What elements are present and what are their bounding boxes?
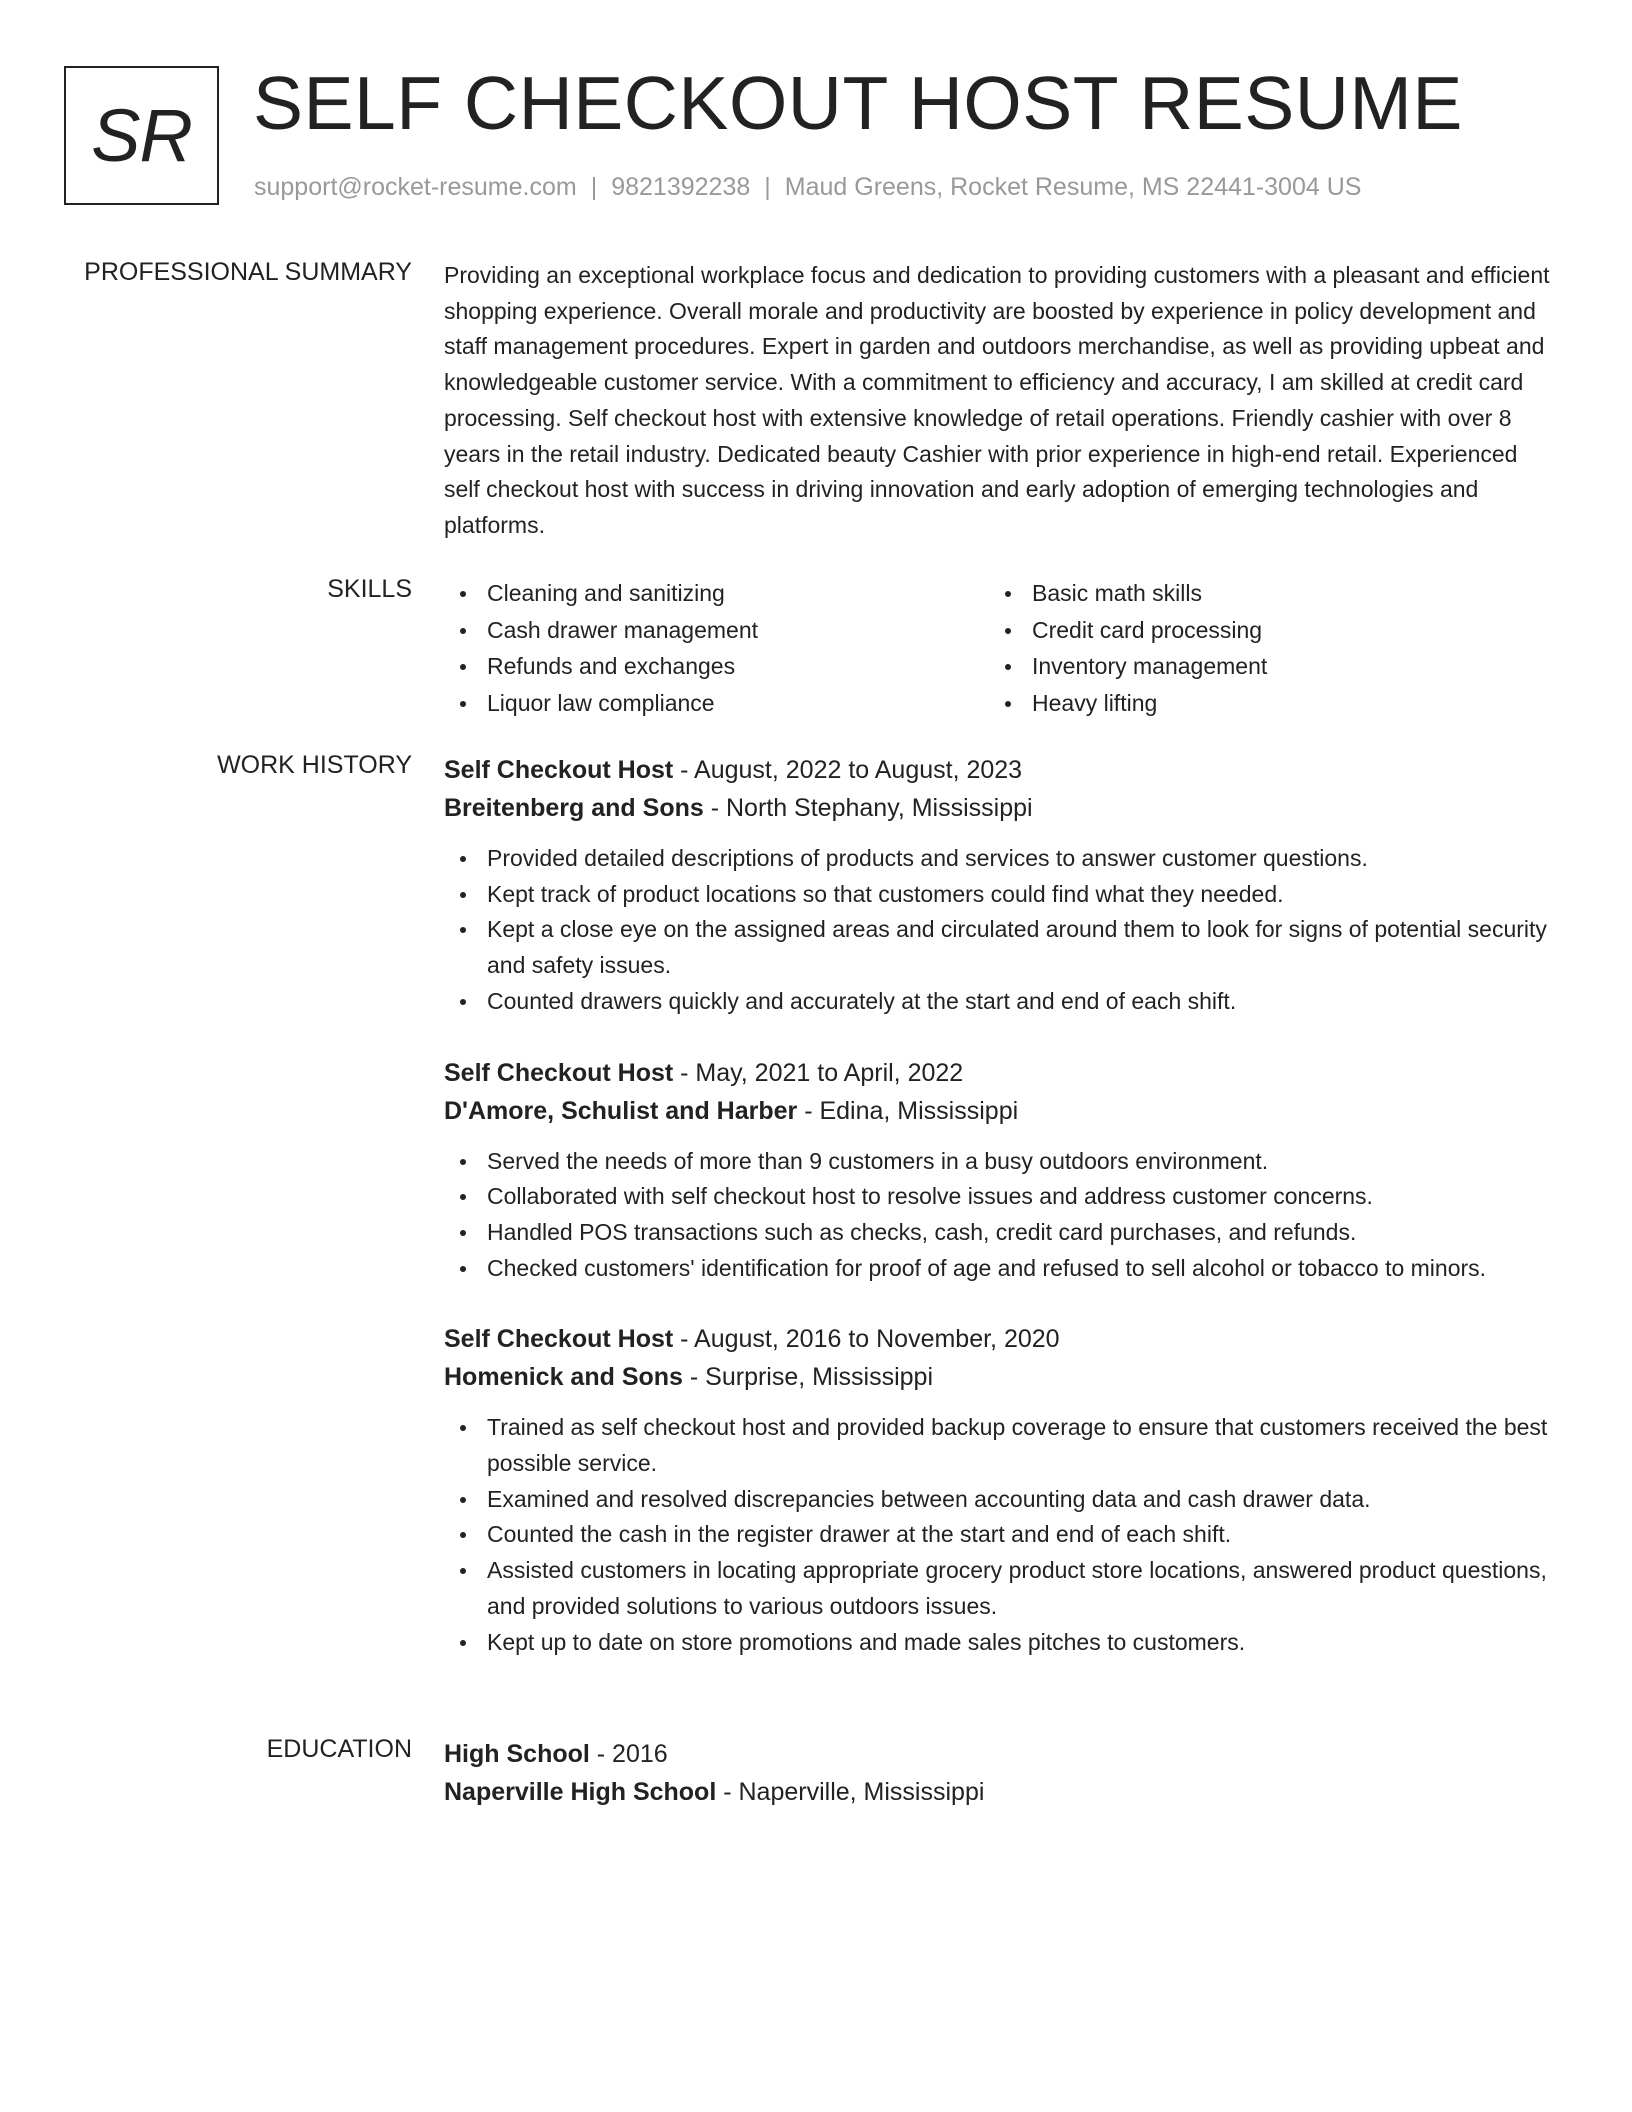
job-bullet: Provided detailed descriptions of products and services to answer customer questions. — [444, 841, 1556, 877]
job-location: - North Stephany, Mississippi — [703, 794, 1033, 822]
job-dates: - May, 2021 to April, 2022 — [673, 1058, 964, 1087]
job-title: Self Checkout Host — [444, 1325, 674, 1354]
job-title-line — [444, 751, 1556, 789]
resume-header — [64, 61, 1564, 216]
section-label-education: EDUCATION — [266, 1735, 412, 1763]
job-title-line — [444, 1320, 1556, 1358]
job-bullet: Handled POS transactions such as checks, cash, credit card purchases, and refunds. — [444, 1215, 1556, 1251]
resume-title: SELF CHECKOUT HOST RESUME — [253, 61, 1463, 145]
job-bullet: Served the needs of more than 9 customers in a busy outdoors environment. — [444, 1144, 1556, 1180]
skill-item: Liquor law compliance — [444, 685, 989, 722]
job-bullet: Assisted customers in locating appropriate grocery product store locations, answered product questions, and provided solutions to various outdoors issues. — [444, 1553, 1556, 1624]
skill-item: Refunds and exchanges — [444, 648, 989, 685]
contact-phone: 9821392238 — [611, 173, 751, 201]
job-entry — [444, 1054, 1556, 1287]
contact-address: Maud Greens, Rocket Resume, MS 22441-3004 US — [784, 173, 1362, 201]
job-company: Homenick and Sons — [444, 1363, 683, 1392]
skill-item: Inventory management — [989, 648, 1534, 685]
skill-item: Cleaning and sanitizing — [444, 575, 989, 612]
skills-list — [444, 575, 1556, 721]
education-degree-line — [444, 1735, 1556, 1773]
job-company-line — [444, 1358, 1556, 1396]
job-entry — [444, 1320, 1556, 1660]
job-location: - Surprise, Mississippi — [682, 1363, 934, 1392]
skill-item: Basic math skills — [989, 575, 1534, 612]
job-bullets — [444, 1410, 1556, 1660]
job-company-line — [444, 1092, 1556, 1130]
education-location: - Naperville, Mississippi — [716, 1778, 985, 1806]
job-dates: - August, 2016 to November, 2020 — [673, 1325, 1060, 1354]
skill-item: Heavy lifting — [989, 685, 1534, 722]
contact-line — [254, 173, 1361, 202]
education-degree: High School — [444, 1740, 590, 1768]
job-bullet: Kept track of product locations so that customers could find what they needed. — [444, 877, 1556, 913]
education-year: - 2016 — [589, 1740, 668, 1768]
job-bullet: Counted the cash in the register drawer at the start and end of each shift. — [444, 1517, 1556, 1553]
education-school-line — [444, 1773, 1556, 1811]
job-bullet: Examined and resolved discrepancies between accounting data and cash drawer data. — [444, 1482, 1556, 1518]
section-label-skills: SKILLS — [327, 575, 412, 603]
job-bullet: Collaborated with self checkout host to resolve issues and address customer concerns. — [444, 1179, 1556, 1215]
job-bullets — [444, 1144, 1556, 1287]
education-school: Naperville High School — [444, 1778, 717, 1806]
job-entry — [444, 751, 1556, 1020]
job-bullet: Trained as self checkout host and provided backup coverage to ensure that customers received the best possible service. — [444, 1410, 1556, 1481]
contact-separator: | — [764, 173, 771, 201]
contact-email: support@rocket-resume.com — [254, 173, 577, 201]
job-title-line — [444, 1054, 1556, 1092]
job-title: Self Checkout Host — [444, 1058, 674, 1087]
job-bullet: Kept a close eye on the assigned areas and circulated around them to look for signs of potential security and safety issues. — [444, 912, 1556, 983]
job-company: D'Amore, Schulist and Harber — [444, 1096, 798, 1125]
job-bullet: Kept up to date on store promotions and made sales pitches to customers. — [444, 1625, 1556, 1661]
job-bullets — [444, 841, 1556, 1020]
job-company-line — [444, 789, 1556, 827]
job-dates: - August, 2022 to August, 2023 — [673, 756, 1023, 784]
summary-text: Providing an exceptional workplace focus and dedication to providing customers with a pleasant and efficient shopping experience. Overall morale and productivity are boosted by experience in policy development and staff management procedures. Expert in garden and outdoors merchandise, as well as providing upbeat and knowledgeable customer service. With a commitment to efficiency and accuracy, I am skilled at credit card processing. Self checkout host with extensive knowledge of retail operations. Friendly cashier with over 8 years in the retail industry. Dedicated beauty Cashier with prior experience in high-end retail. Experienced self checkout host with success in driving innovation and early adoption of emerging technologies and platforms. — [444, 262, 1550, 538]
job-bullet: Checked customers' identification for proof of age and refused to sell alcohol or tobacco to minors. — [444, 1251, 1556, 1287]
skill-item: Cash drawer management — [444, 612, 989, 649]
contact-separator: | — [590, 173, 598, 201]
job-location: - Edina, Mississippi — [797, 1096, 1019, 1125]
skill-item: Credit card processing — [989, 612, 1534, 649]
monogram-logo: SR — [64, 66, 219, 205]
job-company: Breitenberg and Sons — [444, 794, 704, 822]
job-title: Self Checkout Host — [444, 756, 674, 784]
section-label-summary: PROFESSIONAL SUMMARY — [84, 258, 412, 286]
job-bullet: Counted drawers quickly and accurately at the start and end of each shift. — [444, 984, 1556, 1020]
section-label-work-history: WORK HISTORY — [217, 751, 412, 779]
